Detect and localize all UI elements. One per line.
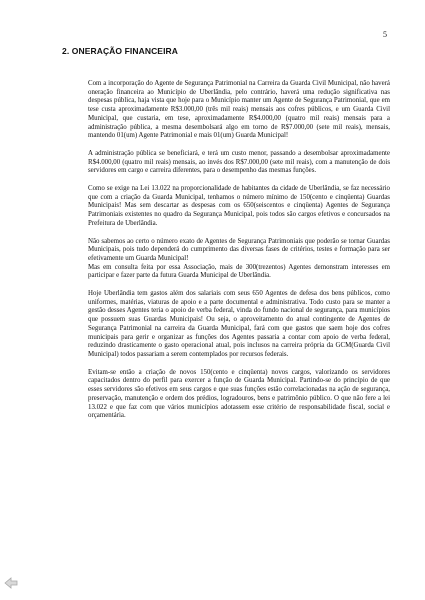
- paragraph: Evitam-se então a criação de novos 150(cento e cinqüenta) novos cargos, valorizando os servidores capacitados dentro do perfil para exercer a função de Guarda Municipal. Partindo-se do princípio de que esses servidores são efetivos em seus cargos e que suas funções estão correlacionadas na ação de segurança, preservação, manutenção e ordem dos prédios, logradouros, bens e patrimônio público. O que não fere a lei 13.022 e que faz com que vários municípios adotassem esse critério de responsabilidade fiscal, social e orçamentária.: [88, 368, 390, 420]
- paragraph: Como se exige na Lei 13.022 na proporcionalidade de habitantes da cidade de Uberlândia, se faz necessário que com a criação da Guarda Municipal, tenhamos o número mínimo de 150(cento e cinqüenta) Guardas Municipais! Mas sem descartar as despesas com os 650(seiscentos e cinqüenta) Agentes de Segurança Patrimoniais existentes no quadro da Segurança Municipal, pois todos são cargos efetivos e concursados na Prefeitura de Uberlândia.: [88, 185, 390, 227]
- body-text: [88, 80, 390, 430]
- paragraph: Não sabemos ao certo o número exato de Agentes de Segurança Patrimoniais que poderão se tornar Guardas Municipais, pois tudo dependerá do cumprimento das diversas fases de critérios, testes e formação para ser efetivamente um Guarda Municipal! Mas em consulta feita por essa Associação, mais de 300(trezentos) Agentes demonstram interesses em participar e fazer parte da futura Guarda Municipal de Uberlândia.: [88, 237, 390, 280]
- paragraph: A administração pública se beneficiará, e terá um custo menor, passando a desembolsar aproximadamente R$4.000,00 (quatro mil reais) mensais, ao invés dos R$7.000,00 (sete mil reais), com a manutenção de dois servidores em cargo e carreira diferentes, para o desempenho das mesmas funções.: [88, 149, 390, 175]
- section-heading: 2. ONERAÇÃO FINANCEIRA: [62, 46, 179, 56]
- page-number: 5: [383, 30, 387, 39]
- paragraph: Hoje Uberlândia tem gastos além dos salariais com seus 650 Agentes de defesa dos bens públicos, como uniformes, matérias, viaturas de apoio e a parte documental e administrativa. Todo custo para se manter a gestão desses Agentes teria o apoio de verba federal, vinda do fundo nacional de segurança, para municípios que possuem suas Guardas Municipais! Ou seja, o aproveitamento do atual contingente de Agentes de Segurança Patrimonial na carreira da Guarda Municipal, fará com que gastos que saem hoje dos cofres municipais para gerir e organizar as funções dos Agentes passaria a contar com apoio de verba federal, reduzindo drasticamente o gasto operacional atual, pois inclusos na carreira própria da GCM(Guarda Civil Municipal) todos passariam a serem contemplados por recursos federais.: [88, 290, 390, 358]
- paragraph: Com a incorporação do Agente de Segurança Patrimonial na Carreira da Guarda Civil Municipal, não haverá oneração financeira ao Município de Uberlândia, pelo contrário, haverá uma redução significativa nas despesas pública, haja vista que hoje para o Município manter um Agente de Segurança Patrimonial, que em tese custa aproximadamente R$3.000,00 (três mil reais) mensais aos cofres públicos, e um Guarda Civil Municipal, que custaria, em tese, aproximadamente R$4.000,00 (quatro mil reais) mensais para a administração pública, a mesma desembolsará algo em torno de R$7.000,00 (sete mil reais), mensais, mantendo 01(um) Agente Patrimonial e mais 01(um) Guarda Municipal!: [88, 80, 390, 140]
- back-arrow-icon[interactable]: [4, 576, 18, 588]
